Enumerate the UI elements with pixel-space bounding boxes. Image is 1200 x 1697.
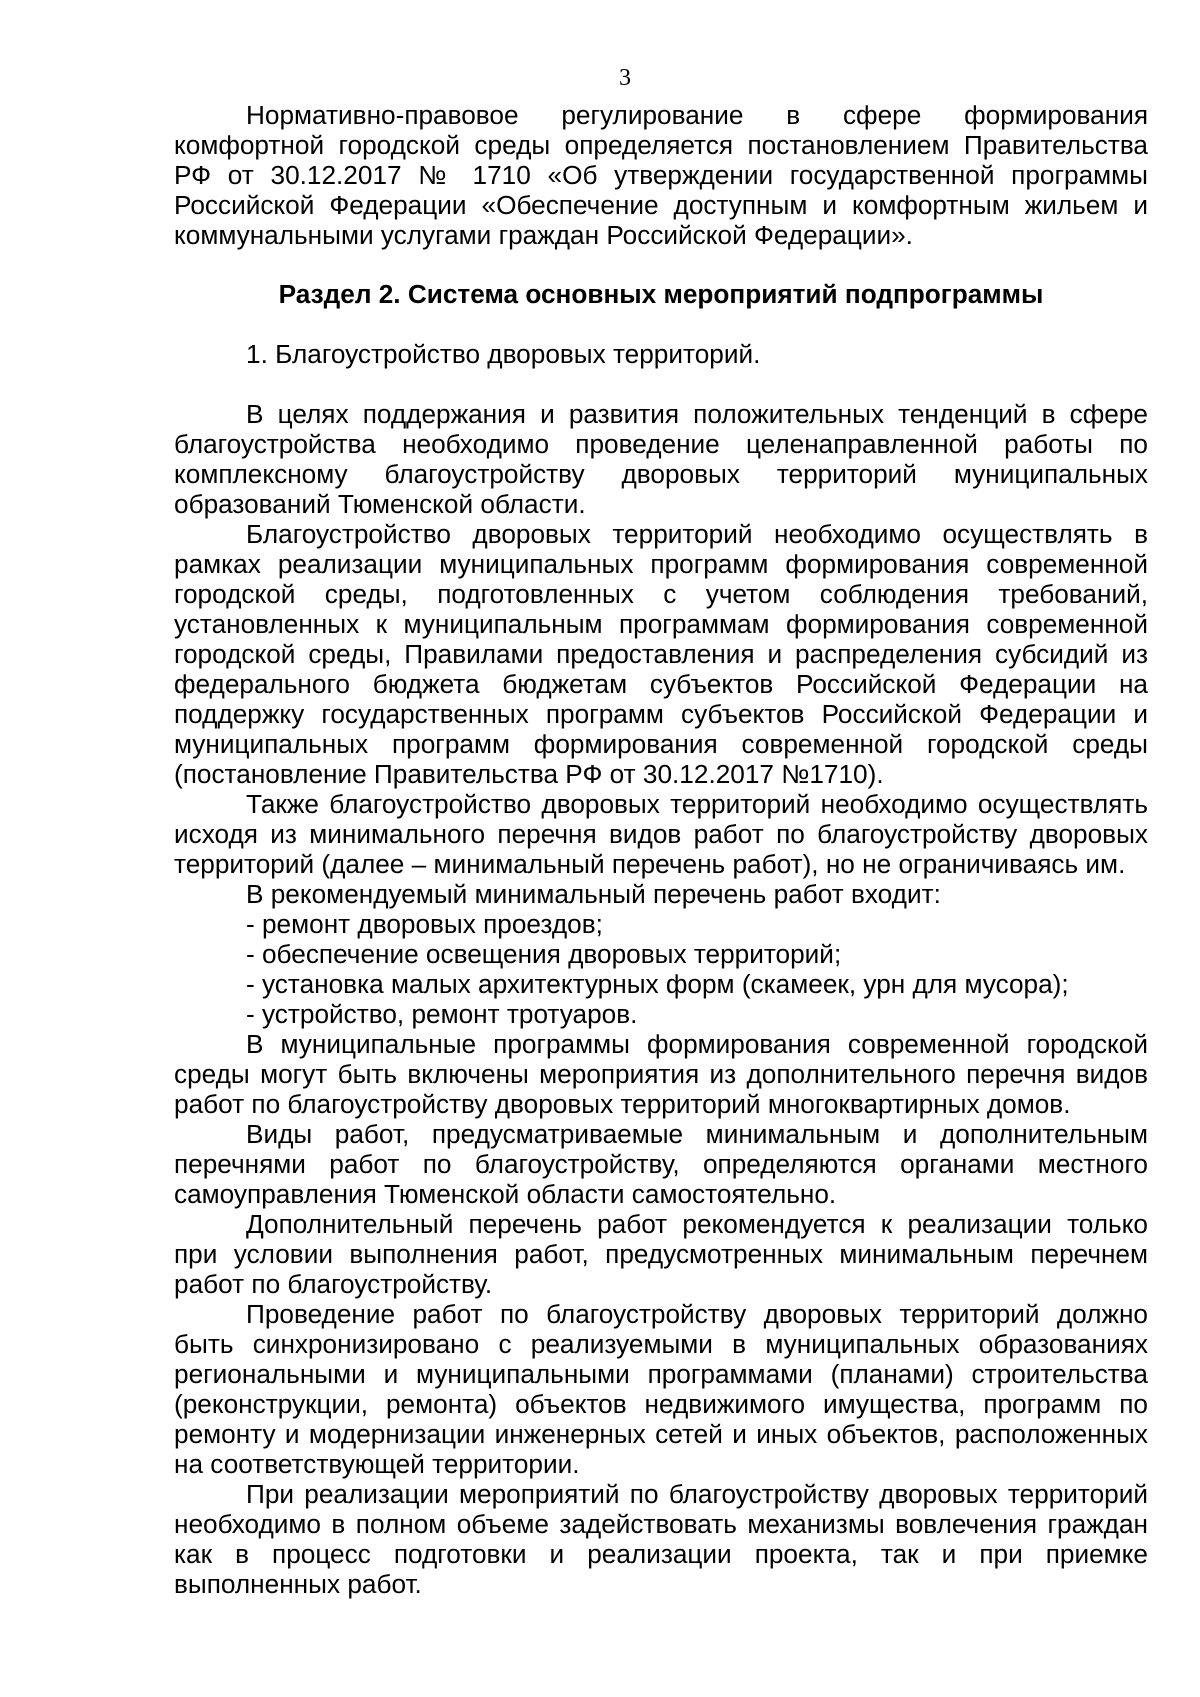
paragraph-group [174, 399, 1148, 1599]
list-item: - ремонт дворовых проездов; [246, 909, 603, 939]
list-item: - установка малых архитектурных форм (скамеек, урн для мусора); [246, 969, 1069, 999]
body-paragraph: При реализации мероприятий по благоустройству дворовых территорий необходимо в полном объеме задействовать механизмы вовлечения граждан как в процесс подготовки и реализации проекта, так и при приемке выполненных работ. [174, 1479, 1148, 1599]
section-heading: Раздел 2. Система основных мероприятий подпрограммы [278, 279, 1044, 309]
body-paragraph: Виды работ, предусматриваемые минимальным и дополнительным перечнями работ по благоустройству, определяются органами местного самоуправления Тюменской области самостоятельно. [174, 1119, 1148, 1209]
body-paragraph: В муниципальные программы формирования современной городской среды могут быть включены мероприятия из дополнительного перечня видов работ по благоустройству дворовых территорий многоквартирных домов. [174, 1029, 1148, 1119]
intro-paragraph: Нормативно-правовое регулирование в сфере формирования комфортной городской среды определяется постановлением Правительства РФ от 30.12.2017 № 1710 «Об утверждении государственной программы Российской Федерации «Обеспечение доступным и комфортным жильем и коммунальными услугами граждан Российской Федерации». [174, 100, 1148, 250]
body-paragraph: В рекомендуемый минимальный перечень работ входит: [246, 879, 941, 909]
body-paragraph: В целях поддержания и развития положительных тенденций в сфере благоустройства необходимо проведение целенаправленной работы по комплексному благоустройству дворовых территорий муниципальных образований Тюменской области. [174, 399, 1148, 519]
page-number: 3 [619, 65, 631, 91]
body-paragraph: Дополнительный перечень работ рекомендуется к реализации только при условии выполнения работ, предусмотренных минимальным перечнем работ по благоустройству. [174, 1209, 1148, 1299]
body-paragraph: Также благоустройство дворовых территорий необходимо осуществлять исходя из минимального перечня видов работ по благоустройству дворовых территорий (далее – минимальный перечень работ), но не ограничиваясь им. [174, 789, 1148, 879]
subheading: 1. Благоустройство дворовых территорий. [246, 339, 761, 369]
body-paragraph: Благоустройство дворовых территорий необходимо осуществлять в рамках реализации муниципальных программ формирования современной городской среды, подготовленных с учетом соблюдения требований, установленных к муниципальным программам формирования современной городской среды, Правилами предоставления и распределения субсидий из федерального бюджета бюджетам субъектов Российской Федерации на поддержку государственных программ субъектов Российской Федерации и муниципальных программ формирования современной городской среды (постановление Правительства РФ от 30.12.2017 №1710). [174, 519, 1148, 789]
list-item: - устройство, ремонт тротуаров. [246, 999, 638, 1029]
list-item: - обеспечение освещения дворовых территорий; [246, 939, 842, 969]
body-paragraph: Проведение работ по благоустройству дворовых территорий должно быть синхронизировано с реализуемыми в муниципальных образованиях региональными и муниципальными программами (планами) строительства (реконструкции, ремонта) объектов недвижимого имущества, программ по ремонту и модернизации инженерных сетей и иных объектов, расположенных на соответствующей территории. [174, 1299, 1148, 1479]
document-body [174, 100, 1148, 1599]
